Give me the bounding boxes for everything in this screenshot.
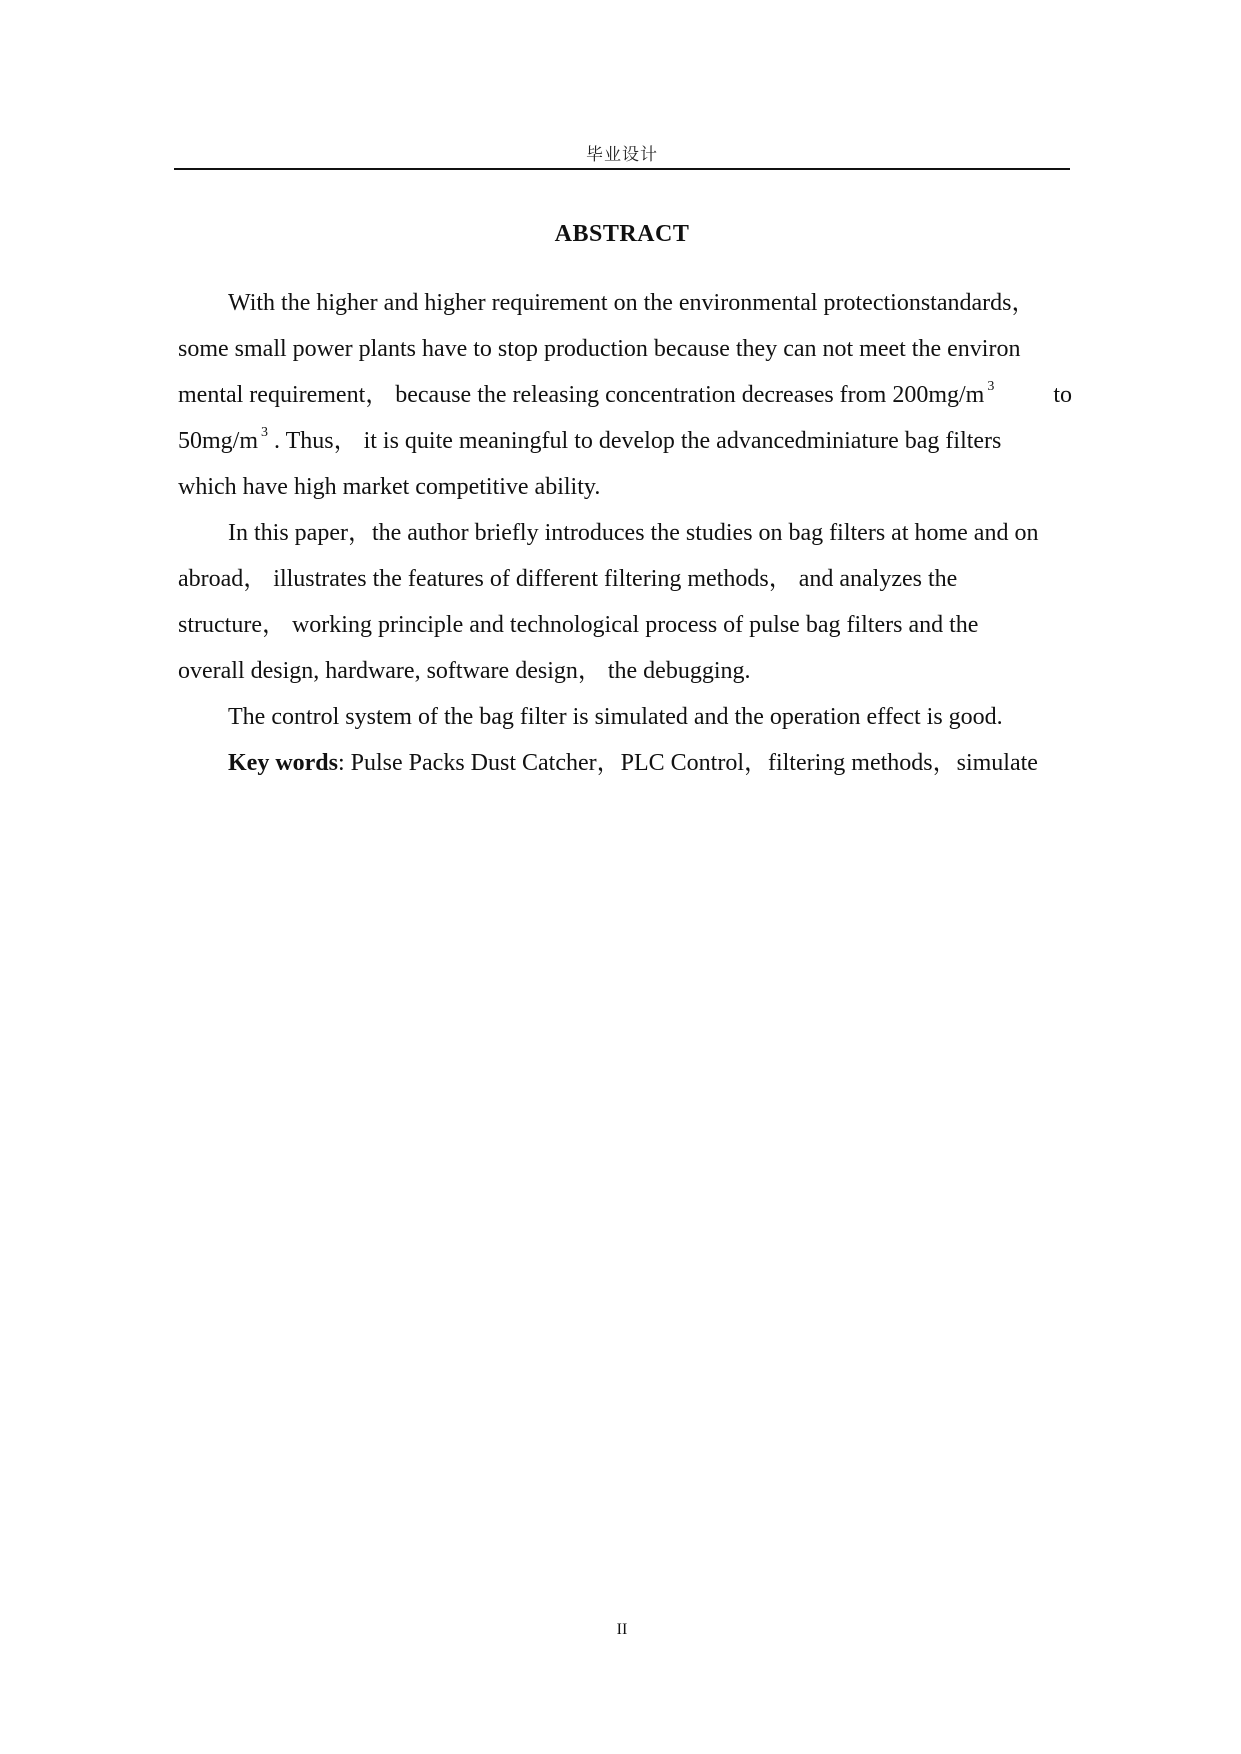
- superscript-cubed: 3: [987, 379, 995, 394]
- paragraph-1-line-3-text: mental requirement， because the releasing concentration decreases from 200mg/m: [178, 382, 985, 408]
- paragraph-2-line-3: structure， working principle and technological process of pulse bag filters and the: [178, 612, 979, 638]
- paragraph-1-line-3-end: to: [1053, 382, 1072, 408]
- superscript-cubed: 3: [261, 425, 269, 440]
- paragraph-3-line-1: The control system of the bag filter is simulated and the operation effect is good.: [228, 704, 1003, 730]
- abstract-body: [178, 280, 1072, 786]
- keywords-line: [178, 740, 1072, 786]
- page-number: II: [616, 1621, 628, 1638]
- paragraph-1-line-4-unit: 50mg/m: [178, 428, 259, 454]
- paragraph-1-line-3: [178, 372, 1072, 418]
- paragraph-1-line-3-main: [178, 372, 1000, 418]
- header-rule: [174, 168, 1070, 170]
- paragraph-1-line-4-text: . Thus， it is quite meaningful to develop the advancedminiature bag filters: [274, 428, 1002, 454]
- paragraph-2-line-2: abroad， illustrates the features of different filtering methods， and analyzes the: [178, 566, 958, 592]
- paragraph-1-line-1: With the higher and higher requirement on the environmental protectionstandards，: [228, 290, 1036, 316]
- keywords-label: Key words: [228, 750, 338, 776]
- paragraph-2-line-4: overall design, hardware, software design， the debugging.: [178, 658, 751, 684]
- paragraph-1-line-2: some small power plants have to stop production because they can not meet the environ: [178, 336, 1021, 362]
- keywords-text: : Pulse Packs Dust Catcher，PLC Control，filtering methods，simulate: [338, 750, 1038, 776]
- abstract-title: ABSTRACT: [554, 221, 690, 247]
- paragraph-2-line-1: In this paper，the author briefly introduces the studies on bag filters at home and on: [228, 520, 1039, 546]
- paragraph-1-line-4: [178, 418, 1072, 464]
- running-header: 毕业设计: [586, 145, 658, 165]
- paragraph-1-line-5: which have high market competitive ability.: [178, 474, 601, 500]
